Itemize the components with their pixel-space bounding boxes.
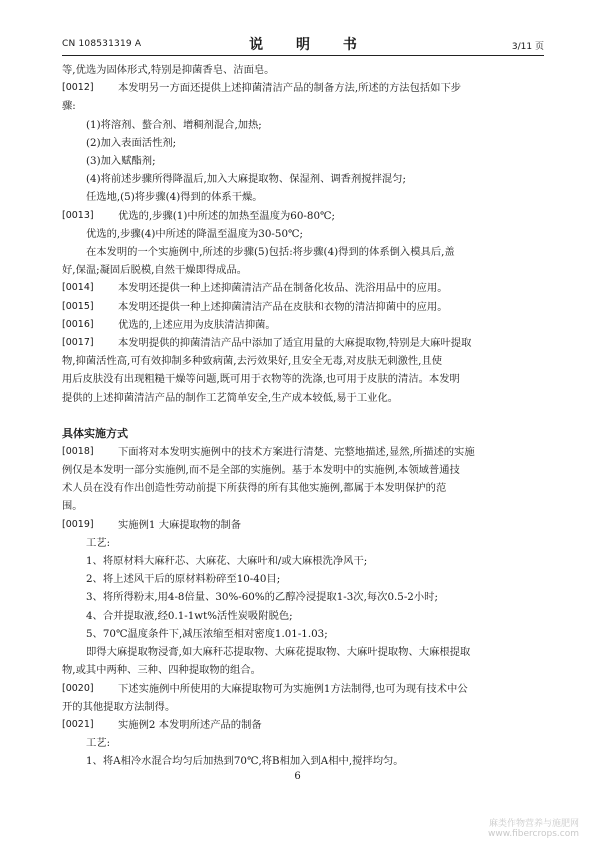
text-line [62,170,544,188]
paragraph-text: 2、将上述风干后的原材料粉碎至10-40目; [86,573,281,586]
document-number: CN 108531319 A [62,39,142,49]
paragraph-text: (4)将前述步骤所得降温后,加入大麻提取物、保湿剂、调香剂搅拌混匀; [86,173,406,186]
paragraph-text: 提供的上述抑菌清洁产品的制作工艺简单安全,生产成本较低,易于工业化。 [62,391,399,404]
text-line [62,625,544,643]
text-line [62,588,544,606]
paragraph-text: 工艺: [86,536,111,549]
text-line [62,680,544,698]
paragraph-text: 工艺: [86,737,111,750]
text-line [62,207,544,225]
document-body [62,61,544,771]
text-line [62,552,544,570]
paragraph-text: 下述实施例中所使用的大麻提取物可为实施例1方法制得,也可为现有技术中公 [118,682,468,695]
paragraph-text: 4、合并提取液,经0.1-1wt%活性炭吸附脱色; [86,609,293,622]
paragraph-number: [0015] [62,300,94,312]
paragraph-number: [0017] [62,337,94,349]
text-line [62,461,544,479]
paragraph-text: 本发明另一方面还提供上述抑菌清洁产品的制备方法,所述的方法包括如下步 [118,82,462,95]
paragraph-text: 实施例2 本发明所述产品的制备 [118,718,262,731]
description-part-1 [62,61,544,407]
text-line [62,97,544,115]
text-line [62,698,544,716]
page-number: 6 [294,771,301,782]
paragraph-text: 例仅是本发明一部分实施例,而不是全部的实施例。基于本发明中的实施例,本领域普通技 [62,464,460,477]
section-heading: 具体实施方式 [62,426,128,440]
text-line [62,734,544,752]
paragraph-text: 5、70℃温度条件下,减压浓缩至相对密度1.01-1.03; [86,627,328,640]
paragraph-text: (2)加入表面活性剂; [86,136,177,149]
text-line [62,389,544,407]
paragraph-text: 实施例1 大麻提取物的制备 [118,518,242,531]
text-line [62,134,544,152]
paragraph-text: 优选的,步骤(1)中所述的加热至温度为60-80℃; [118,209,335,222]
text-line [62,534,544,552]
text-line [62,443,544,461]
watermark-site-name: 麻类作物营养与施肥网 [488,819,579,829]
paragraph-text: 1、将原材料大麻秆芯、大麻花、大麻叶和/或大麻根洗净风干; [86,555,368,568]
paragraph-text: 即得大麻提取物浸膏,如大麻秆芯提取物、大麻花提取物、大麻叶提取物、大麻根提取 [86,646,471,659]
text-line [62,116,544,134]
paragraph-text: 本发明提供的抑菌清洁产品中添加了适宜用量的大麻提取物,特别是大麻叶提取 [118,337,472,350]
text-line [62,497,544,515]
paragraph-text: 优选的,上述应用为皮肤清洁抑菌。 [118,318,276,331]
paragraph-text: 物,或其中两种、三种、四种提取物的组合。 [62,664,261,677]
paragraph-text: 好,保温;凝固后脱模,自然干燥即得成品。 [62,264,248,277]
paragraph-text: 术人员在没有作出创造性劳动前提下所获得的所有其他实施例,都属于本发明保护的范 [62,482,447,495]
paragraph-text: 围。 [62,500,83,513]
paragraph-number: [0018] [62,445,94,457]
text-line [62,716,544,734]
paragraph-number: [0013] [62,209,94,221]
paragraph-text: 1、将A相冷水混合均匀后加热到70℃,将B相加入到A相中,搅拌均匀。 [86,755,404,768]
text-line [62,661,544,679]
text-line [62,243,544,261]
paragraph-text: 物,抑菌活性高,可有效抑制多种致病菌,去污效果好,且安全无毒,对皮肤无刺激性,且使 [62,355,443,368]
text-line [62,607,544,625]
paragraph-text: 用后皮肤没有出现粗糙干燥等问题,既可用于衣物等的洗涤,也可用于皮肤的清洁。本发明 [62,373,460,386]
paragraph-text: (3)加入赋酯剂; [86,155,156,168]
text-line [62,334,544,352]
page-header [62,33,544,56]
paragraph-number: [0014] [62,282,94,294]
paragraph-text: 本发明还提供一种上述抑菌清洁产品在制备化妆品、洗浴用品中的应用。 [118,282,448,295]
description-part-2 [62,443,544,771]
text-line [62,79,544,97]
paragraph-number: [0016] [62,318,94,330]
text-line [62,152,544,170]
text-line [62,352,544,370]
paragraph-number: [0020] [62,682,94,694]
text-line [62,279,544,297]
text-line [62,370,544,388]
text-line [62,188,544,206]
text-line [62,516,544,534]
text-line [62,225,544,243]
paragraph-number: [0012] [62,82,94,94]
text-line [62,61,544,79]
text-line [62,261,544,279]
paragraph-text: 骤: [62,100,76,113]
paragraph-text: 下面将对本发明实施例中的技术方案进行清楚、完整地描述,显然,所描述的实施 [118,445,475,458]
paragraph-text: 在本发明的一个实施例中,所述的步骤(5)包括:将步骤(4)得到的体系倒入模具后,盖 [86,246,455,259]
paragraph-number: [0019] [62,518,94,530]
page-indicator: 3/11 页 [511,42,544,52]
watermark-url: www.fibercrops.com [488,829,579,839]
text-line [62,643,544,661]
text-line [62,298,544,316]
paragraph-text: 等,优选为固体形式,特别是抑菌香皂、洁面皂。 [62,64,275,76]
paragraph-number: [0021] [62,718,94,730]
paragraph-text: 开的其他提取方法制得。 [62,700,176,713]
section-spacer [62,407,544,425]
paragraph-text: 任选地,(5)将步骤(4)得到的体系干燥。 [86,191,263,204]
paragraph-text: 优选的,步骤(4)中所述的降温至温度为30-50℃; [86,227,303,240]
text-line [62,570,544,588]
paragraph-text: (1)将溶剂、螯合剂、增稠剂混合,加热; [86,118,262,131]
paragraph-text: 3、将所得粉末,用4-8倍量、30%-60%的乙醇冷浸提取1-3次,每次0.5-2小时; [86,591,438,604]
text-line [62,752,544,770]
text-line [62,479,544,497]
document-title: 说 明 书 [249,37,371,53]
paragraph-text: 本发明还提供一种上述抑菌清洁产品在皮肤和衣物的清洁抑菌中的应用。 [118,300,448,313]
text-line [62,316,544,334]
